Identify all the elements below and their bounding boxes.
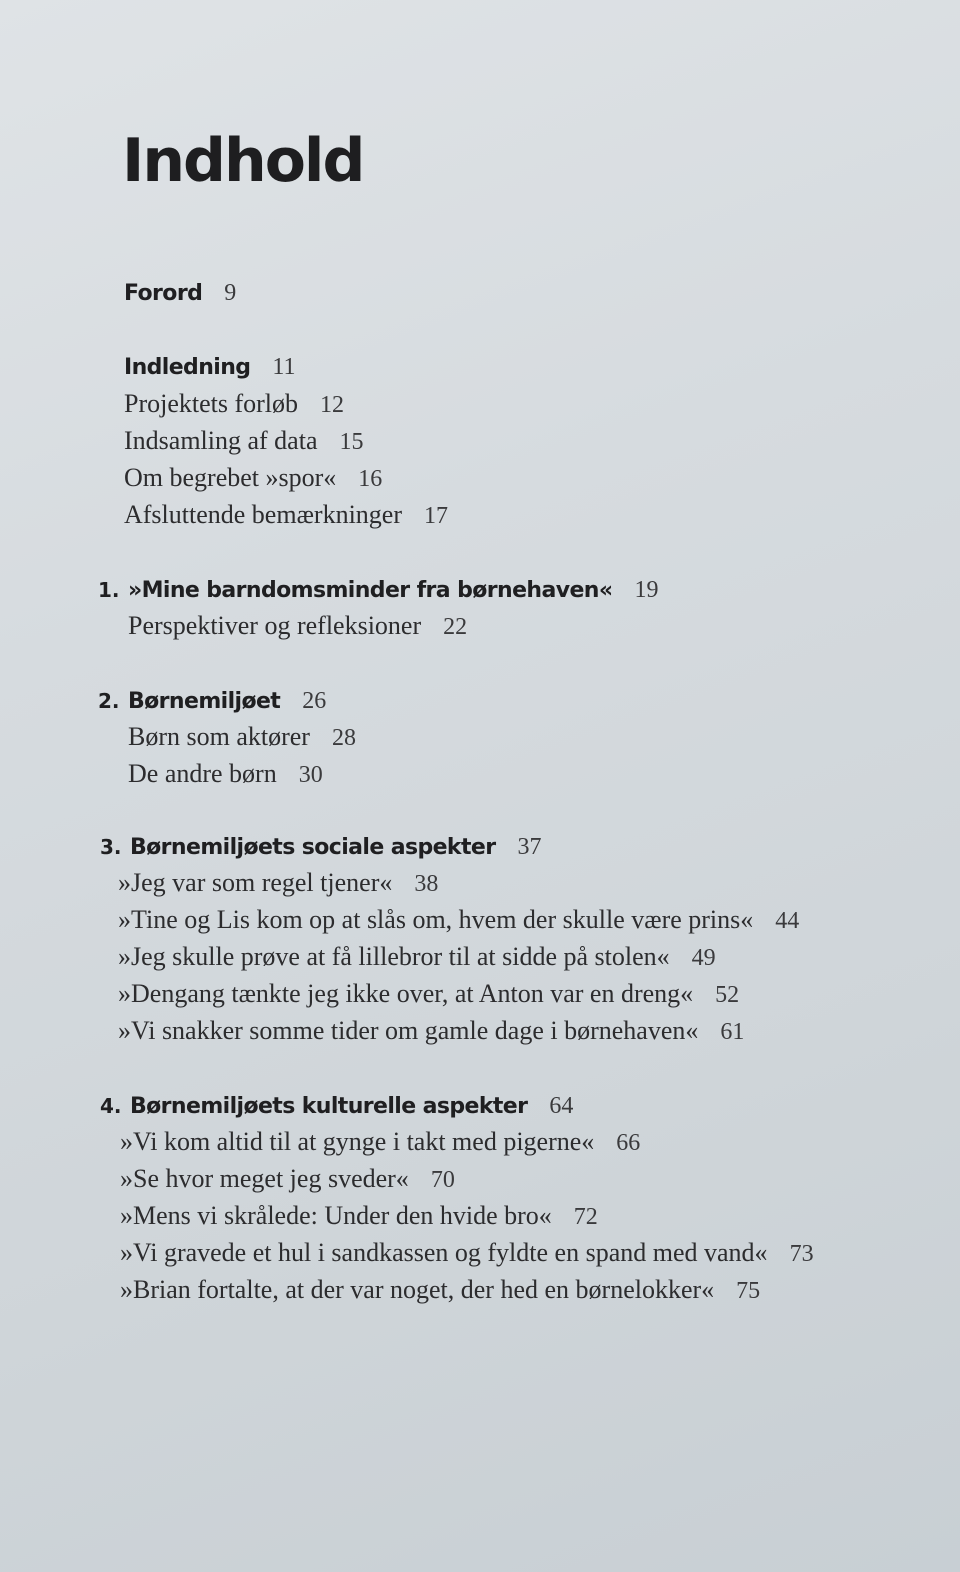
toc-subentry (124, 502, 448, 528)
toc-entry-label: Børnemiljøet (128, 689, 281, 714)
toc-subentry (120, 1240, 814, 1266)
toc-entry-page: 9 (224, 280, 237, 306)
toc-subentry (118, 944, 716, 970)
toc-subentry-page: 75 (736, 1278, 761, 1304)
toc-subentry-page: 28 (331, 725, 356, 751)
toc-subentry (120, 1203, 598, 1229)
toc-entry-page: 37 (517, 834, 542, 860)
toc-subentry (128, 724, 356, 750)
toc-subentry-label: Perspektiver og refleksioner (128, 611, 422, 640)
toc-subentry-page: 22 (443, 614, 468, 640)
chapter-number: 1. (98, 578, 120, 602)
toc-entry-label: Børnemiljøets sociale aspekter (130, 835, 496, 860)
toc-subentry (118, 1018, 744, 1044)
toc-subentry (128, 761, 323, 787)
toc-subentry-label: Projektets forløb (124, 389, 299, 418)
toc-subentry-label: »Tine og Lis kom op at slås om, hvem der skulle være prins« (118, 905, 754, 934)
toc-subentry-page: 49 (691, 945, 716, 971)
toc-entry-label: »Mine barndomsminder fra børnehaven« (128, 578, 613, 603)
toc-subentry-page: 66 (616, 1130, 641, 1156)
toc-subentry-label: »Mens vi skrålede: Under den hvide bro« (120, 1201, 552, 1230)
toc-subentry (124, 465, 382, 491)
toc-subentry-label: »Vi snakker somme tider om gamle dage i børnehaven« (118, 1016, 699, 1045)
toc-subentry-page: 70 (430, 1167, 455, 1193)
toc-subentry (118, 870, 438, 896)
toc-subentry-page: 73 (789, 1241, 814, 1267)
toc-entry-label: Indledning (124, 355, 251, 380)
chapter-number: 2. (98, 689, 120, 713)
toc-subentry-page: 15 (339, 429, 364, 455)
chapter-number: 4. (100, 1094, 122, 1118)
toc-subentry (124, 428, 364, 454)
toc-subentry-label: »Brian fortalte, at der var noget, der hed en børnelokker« (120, 1275, 715, 1304)
toc-chapter-2 (98, 689, 326, 713)
toc-subentry (120, 1129, 640, 1155)
toc-entry-page: 19 (634, 577, 659, 603)
toc-subentry-label: Afsluttende bemærkninger (124, 500, 402, 529)
toc-subentry (120, 1277, 760, 1303)
toc-subentry-page: 17 (424, 503, 448, 529)
toc-entry-page: 64 (549, 1093, 574, 1119)
toc-subentry (118, 981, 739, 1007)
toc-entry-indledning (124, 355, 296, 379)
toc-subentry (120, 1166, 455, 1192)
toc-subentry-label: »Vi kom altid til at gynge i takt med pigerne« (120, 1127, 595, 1156)
toc-subentry-page: 44 (775, 908, 800, 934)
toc-subentry-page: 61 (720, 1019, 745, 1045)
toc-subentry-page: 16 (358, 466, 383, 492)
toc-chapter-3 (100, 835, 541, 859)
toc-chapter-4 (100, 1094, 573, 1118)
toc-subentry-label: Børn som aktører (128, 722, 310, 751)
toc-subentry-label: »Vi gravede et hul i sandkassen og fyldte en spand med vand« (120, 1238, 768, 1267)
toc-subentry-label: »Se hvor meget jeg sveder« (120, 1164, 409, 1193)
toc-entry-label: Børnemiljøets kulturelle aspekter (130, 1094, 528, 1119)
toc-subentry (124, 391, 344, 417)
toc-subentry-label: »Jeg var som regel tjener« (118, 868, 393, 897)
toc-chapter-1 (98, 578, 658, 602)
toc-subentry-page: 30 (298, 762, 323, 788)
toc-entry-page: 26 (302, 688, 327, 714)
toc-subentry-page: 38 (414, 871, 439, 897)
toc-subentry-label: Om begrebet »spor« (124, 463, 337, 492)
toc-subentry-page: 52 (715, 982, 740, 1008)
toc-subentry-page: 72 (573, 1204, 598, 1230)
toc-subentry (118, 907, 799, 933)
chapter-number: 3. (100, 835, 122, 859)
toc-subentry-page: 12 (320, 392, 345, 418)
toc-entry-label: Forord (124, 281, 203, 306)
toc-entry-page: 11 (272, 354, 296, 380)
page-title: Indhold (122, 126, 364, 196)
toc-subentry-label: Indsamling af data (124, 426, 318, 455)
toc-entry-forord (124, 281, 236, 305)
toc-subentry-label: »Jeg skulle prøve at få lillebror til at sidde på stolen« (118, 942, 670, 971)
toc-subentry (128, 613, 467, 639)
toc-subentry-label: De andre børn (128, 759, 277, 788)
toc-subentry-label: »Dengang tænkte jeg ikke over, at Anton var en dreng« (118, 979, 694, 1008)
